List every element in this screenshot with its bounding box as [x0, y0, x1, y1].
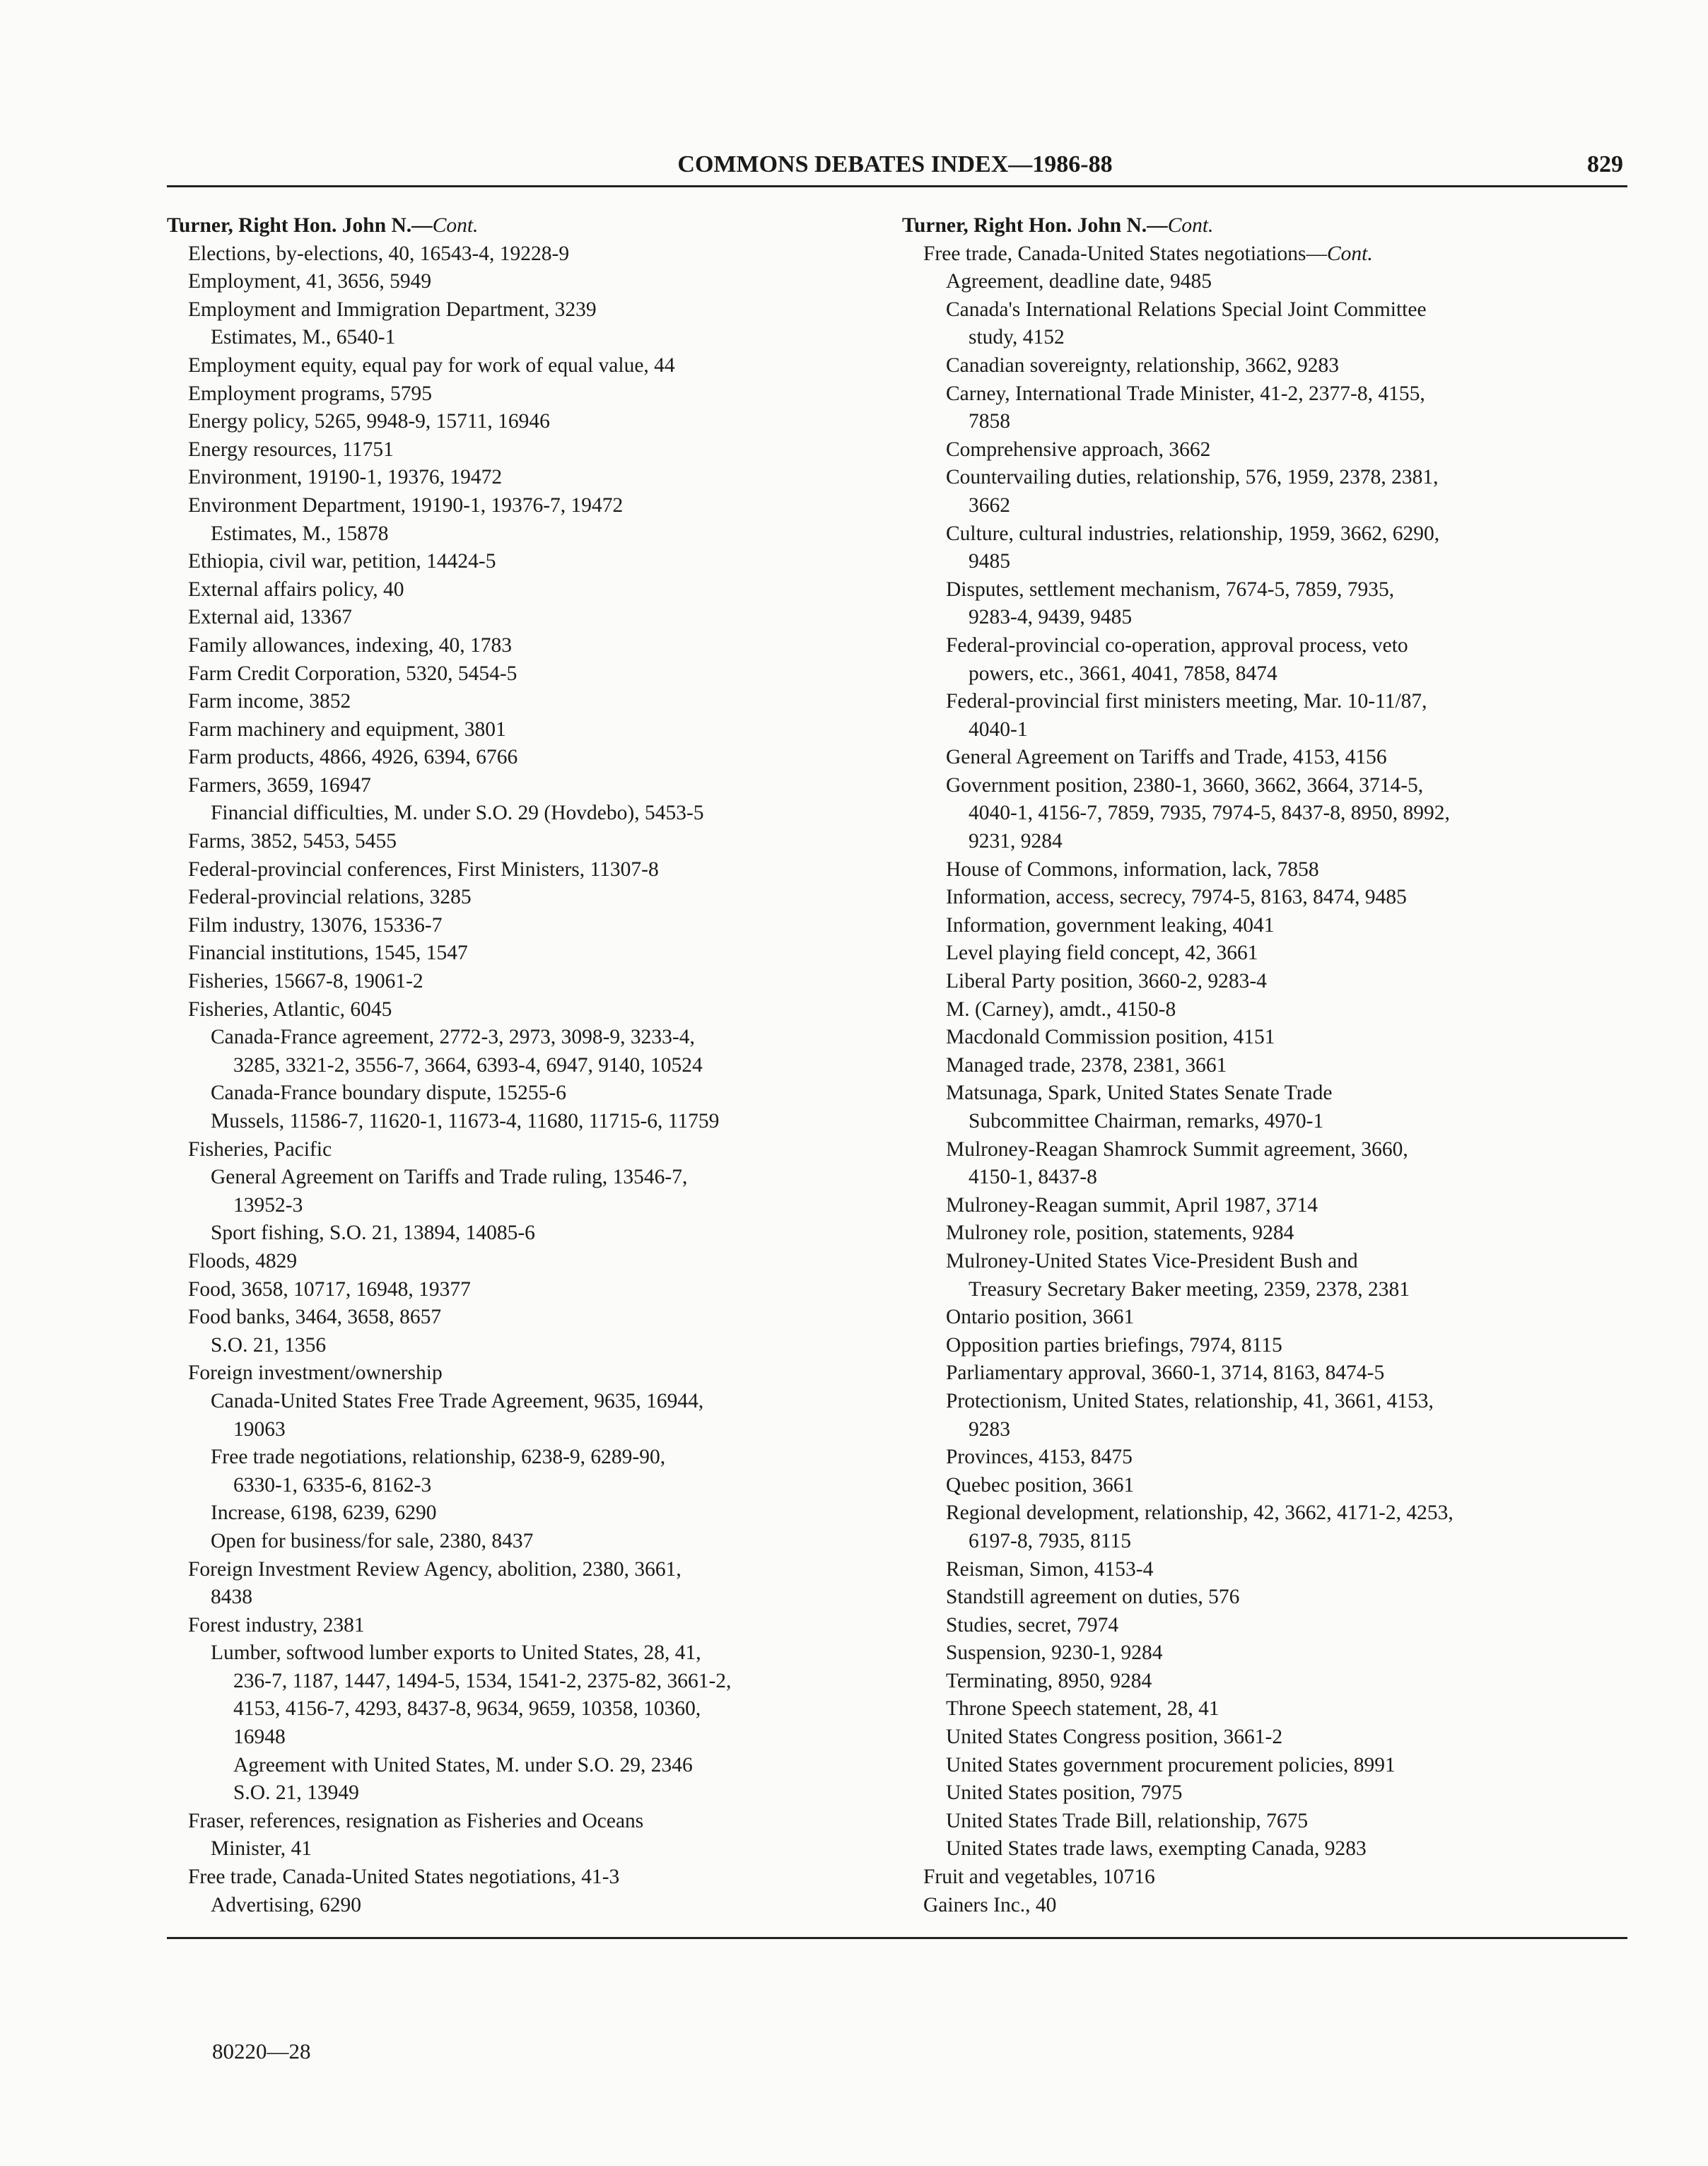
index-entry — [167, 1583, 874, 1612]
index-entry — [902, 1556, 1609, 1584]
entry-text: 3662 — [969, 493, 1010, 517]
index-entry — [167, 1639, 874, 1668]
index-entry — [167, 1556, 874, 1584]
entry-text: 8438 — [211, 1586, 252, 1609]
entry-text: Culture, cultural industries, relationship, 1959, 3662, 6290, — [946, 522, 1440, 545]
index-entry — [167, 968, 874, 996]
entry-text: Liberal Party position, 3660-2, 9283-4 — [946, 970, 1267, 993]
entry-text: Ethiopia, civil war, petition, 14424-5 — [188, 550, 496, 573]
entry-text: Federal-provincial first ministers meeting, Mar. 10-11/87, — [946, 690, 1427, 713]
entry-text: Environment, 19190-1, 19376, 19472 — [188, 466, 503, 489]
index-entry — [167, 492, 874, 520]
entry-text: Throne Speech statement, 28, 41 — [946, 1697, 1219, 1721]
index-entry — [902, 660, 1609, 689]
entry-text: Sport fishing, S.O. 21, 13894, 14085-6 — [211, 1222, 535, 1245]
index-entry — [902, 1219, 1609, 1248]
entry-text: Energy policy, 5265, 9948-9, 15711, 16946 — [188, 410, 550, 433]
index-entry — [902, 1835, 1609, 1863]
entry-text: Employment and Immigration Department, 3239 — [188, 298, 597, 321]
index-entry — [167, 1332, 874, 1360]
entry-text: United States position, 7975 — [946, 1781, 1183, 1805]
index-entry — [902, 1472, 1609, 1500]
index-entry — [167, 1668, 874, 1696]
entry-text: S.O. 21, 1356 — [211, 1333, 327, 1357]
entry-text: Standstill agreement on duties, 576 — [946, 1586, 1240, 1609]
index-entry — [167, 939, 874, 968]
entry-text: Farmers, 3659, 16947 — [188, 773, 371, 797]
index-entry — [902, 912, 1609, 940]
index-entry — [902, 744, 1609, 772]
index-entry — [902, 1639, 1609, 1668]
index-entry — [902, 1024, 1609, 1052]
entry-text: Financial institutions, 1545, 1547 — [188, 942, 468, 965]
footer-rule — [167, 1937, 1627, 1939]
entry-text: 7858 — [969, 410, 1010, 433]
entry-text: 9231, 9284 — [969, 830, 1063, 853]
entry-text: Canada-France agreement, 2772-3, 2973, 3098-9, 3233-4, — [211, 1026, 695, 1049]
index-entry — [902, 604, 1609, 632]
index-entry — [902, 1808, 1609, 1836]
entry-text: Terminating, 8950, 9284 — [946, 1669, 1152, 1692]
index-entry — [902, 1892, 1609, 1920]
index-entry — [167, 548, 874, 576]
entry-text: Lumber, softwood lumber exports to United States, 28, 41, — [211, 1641, 701, 1665]
entry-text: Employment programs, 5795 — [188, 382, 432, 405]
index-entry — [902, 1052, 1609, 1080]
index-entry — [167, 464, 874, 492]
index-entry — [167, 352, 874, 380]
entry-text: Farm income, 3852 — [188, 690, 351, 713]
index-entry — [167, 744, 874, 772]
entry-text: Government position, 2380-1, 3660, 3662, 3664, 3714-5, — [946, 773, 1424, 797]
index-entry — [902, 520, 1609, 549]
entry-text: Suspension, 9230-1, 9284 — [946, 1641, 1163, 1665]
entry-text: Disputes, settlement mechanism, 7674-5, 7859, 7935, — [946, 578, 1395, 601]
index-heading — [902, 212, 1609, 240]
index-entry — [167, 1024, 874, 1052]
index-column-left — [167, 212, 874, 1919]
index-entry — [167, 912, 874, 940]
entry-text: Food, 3658, 10717, 16948, 19377 — [188, 1277, 471, 1301]
index-entry — [167, 604, 874, 632]
index-entry — [167, 1444, 874, 1472]
entry-text: Countervailing duties, relationship, 576, 1959, 2378, 2381, — [946, 466, 1439, 489]
index-entry — [902, 1779, 1609, 1808]
index-entry — [167, 688, 874, 716]
index-entry — [167, 1164, 874, 1192]
entry-text: Farms, 3852, 5453, 5455 — [188, 830, 397, 853]
entry-text: 4040-1 — [969, 718, 1028, 741]
entry-text: Protectionism, United States, relationship, 41, 3661, 4153, — [946, 1389, 1434, 1412]
entry-text: External affairs policy, 40 — [188, 578, 404, 601]
entry-text: 13952-3 — [233, 1193, 303, 1217]
index-entry — [902, 464, 1609, 492]
index-entry — [167, 1192, 874, 1220]
entry-text: 236-7, 1187, 1447, 1494-5, 1534, 1541-2, 2375-82, 3661-2, — [233, 1669, 732, 1692]
index-entry — [902, 1359, 1609, 1388]
index-entry — [902, 1752, 1609, 1780]
entry-text: Mussels, 11586-7, 11620-1, 11673-4, 11680, 11715-6, 11759 — [211, 1110, 720, 1132]
index-entry — [902, 1192, 1609, 1220]
index-entry — [167, 1835, 874, 1863]
index-entry — [167, 1416, 874, 1444]
entry-text: United States Congress position, 3661-2 — [946, 1726, 1283, 1749]
index-entry — [902, 884, 1609, 912]
index-entry — [902, 632, 1609, 660]
index-entry — [902, 1079, 1609, 1108]
index-entry — [167, 1863, 874, 1892]
index-entry — [167, 324, 874, 352]
entry-text: United States government procurement policies, 8991 — [946, 1753, 1396, 1776]
entry-text: Quebec position, 3661 — [946, 1473, 1135, 1497]
index-entry — [902, 1863, 1609, 1892]
index-entry — [167, 1219, 874, 1248]
entry-text: Studies, secret, 7974 — [946, 1613, 1119, 1637]
index-entry — [167, 380, 874, 409]
index-entry — [167, 772, 874, 800]
entry-text: 6197-8, 7935, 8115 — [969, 1529, 1131, 1552]
entry-text: 9485 — [969, 550, 1010, 573]
entry-text: Fisheries, Atlantic, 6045 — [188, 997, 392, 1021]
entry-text: Mulroney-Reagan Shamrock Summit agreement, 3660, — [946, 1137, 1408, 1161]
index-entry — [902, 296, 1609, 324]
index-entry — [167, 1779, 874, 1808]
index-entry — [902, 408, 1609, 436]
continued-label: Cont. — [1167, 214, 1214, 237]
index-entry — [902, 436, 1609, 464]
index-entry — [167, 828, 874, 856]
entry-text: Employment, 41, 3656, 5949 — [188, 270, 432, 293]
entry-text: Forest industry, 2381 — [188, 1613, 365, 1637]
index-entry — [902, 1695, 1609, 1723]
entry-text: 16948 — [233, 1726, 286, 1749]
entry-text: Farm products, 4866, 4926, 6394, 6766 — [188, 746, 518, 769]
entry-text: Floods, 4829 — [188, 1249, 298, 1272]
index-column-right — [902, 212, 1609, 1919]
index-entry — [167, 520, 874, 549]
entry-text: Information, government leaking, 4041 — [946, 913, 1275, 937]
index-entry — [902, 1612, 1609, 1640]
entry-text: Parliamentary approval, 3660-1, 3714, 8163, 8474-5 — [946, 1362, 1385, 1385]
entry-text: External aid, 13367 — [188, 606, 352, 629]
index-entry — [902, 716, 1609, 744]
index-entry — [167, 1892, 874, 1920]
entry-text: Macdonald Commission position, 4151 — [946, 1026, 1275, 1049]
index-entry — [902, 1108, 1609, 1136]
index-entry — [167, 660, 874, 689]
index-entry — [902, 1668, 1609, 1696]
index-entry — [902, 380, 1609, 409]
entry-text: Estimates, M., 6540-1 — [211, 326, 396, 349]
entry-text: United States Trade Bill, relationship, 7675 — [946, 1809, 1309, 1832]
index-entry — [167, 576, 874, 604]
entry-text: Canada's International Relations Special Joint Committee — [946, 298, 1427, 321]
index-entry — [902, 548, 1609, 576]
entry-text: Fruit and vegetables, 10716 — [923, 1866, 1155, 1889]
index-entry — [167, 884, 874, 912]
entry-text: Carney, International Trade Minister, 41-2, 2377-8, 4155, — [946, 382, 1425, 405]
index-entry — [167, 1808, 874, 1836]
index-entry — [167, 1276, 874, 1304]
entry-text: Free trade, Canada-United States negotiations, 41-3 — [188, 1866, 620, 1889]
entry-text: Mulroney-United States Vice-President Bush and — [946, 1249, 1358, 1272]
entry-text: Federal-provincial conferences, First Ministers, 11307-8 — [188, 857, 659, 881]
entry-text: Minister, 41 — [211, 1837, 312, 1861]
index-entry — [902, 324, 1609, 352]
page-header — [167, 144, 1623, 187]
index-entry — [167, 1359, 874, 1388]
index-entry — [902, 1164, 1609, 1192]
index-entry — [902, 772, 1609, 800]
index-entry — [167, 1388, 874, 1416]
page-title: COMMONS DEBATES INDEX—1986-88 — [677, 151, 1113, 177]
index-entry — [167, 1752, 874, 1780]
entry-text: Federal-provincial relations, 3285 — [188, 886, 472, 909]
entry-text: Managed trade, 2378, 2381, 3661 — [946, 1053, 1227, 1077]
index-entry — [167, 800, 874, 828]
entry-text: Financial difficulties, M. under S.O. 29 (Hovdebo), 5453-5 — [211, 802, 704, 825]
entry-text: Increase, 6198, 6239, 6290 — [211, 1501, 437, 1525]
entry-text: 4153, 4156-7, 4293, 8437-8, 9634, 9659, 10358, 10360, — [233, 1697, 701, 1721]
entry-text: House of Commons, information, lack, 7858 — [946, 857, 1319, 881]
entry-text: Agreement, deadline date, 9485 — [946, 270, 1212, 293]
index-entry — [902, 968, 1609, 996]
index-entry — [902, 268, 1609, 296]
index-entry — [902, 1136, 1609, 1164]
entry-text: Food banks, 3464, 3658, 8657 — [188, 1306, 442, 1329]
entry-text: Canadian sovereignty, relationship, 3662, 9283 — [946, 353, 1340, 377]
entry-text: Comprehensive approach, 3662 — [946, 438, 1211, 461]
index-entry — [902, 240, 1609, 269]
entry-text: 4040-1, 4156-7, 7859, 7935, 7974-5, 8437-8, 8950, 8992, — [969, 802, 1450, 825]
entry-text: Farm Credit Corporation, 5320, 5454-5 — [188, 662, 517, 685]
index-entry — [902, 1332, 1609, 1360]
index-entry — [902, 1528, 1609, 1556]
index-entry — [902, 939, 1609, 968]
index-entry — [167, 296, 874, 324]
index-entry — [167, 1695, 874, 1723]
continued-label: Cont. — [432, 214, 479, 237]
index-entry — [902, 828, 1609, 856]
index-entry — [167, 1052, 874, 1080]
entry-text: General Agreement on Tariffs and Trade, 4153, 4156 — [946, 746, 1387, 769]
heading-name: Turner, Right Hon. John N.— — [902, 214, 1168, 237]
index-entry — [167, 408, 874, 436]
entry-text: Canada-United States Free Trade Agreement, 9635, 16944, — [211, 1389, 704, 1412]
index-entry — [167, 1499, 874, 1528]
entry-text: Federal-provincial co-operation, approval process, veto — [946, 633, 1408, 657]
index-entry — [902, 1304, 1609, 1332]
entry-text: Fraser, references, resignation as Fisheries and Oceans — [188, 1809, 644, 1832]
index-entry — [167, 1528, 874, 1556]
entry-text: Provinces, 4153, 8475 — [946, 1446, 1133, 1469]
entry-text: 9283-4, 9439, 9485 — [969, 606, 1133, 629]
index-heading — [167, 212, 874, 240]
entry-text: Reisman, Simon, 4153-4 — [946, 1557, 1154, 1581]
entry-text: Gainers Inc., 40 — [923, 1893, 1057, 1916]
index-entry — [902, 1388, 1609, 1416]
entry-text: Estimates, M., 15878 — [211, 522, 389, 545]
entry-text: Treasury Secretary Baker meeting, 2359, 2378, 2381 — [969, 1277, 1410, 1301]
index-entry — [902, 688, 1609, 716]
index-entry — [902, 800, 1609, 828]
entry-text: Film industry, 13076, 15336-7 — [188, 913, 443, 937]
entry-text: Mulroney-Reagan summit, April 1987, 3714 — [946, 1193, 1318, 1217]
entry-text: Environment Department, 19190-1, 19376-7, 19472 — [188, 493, 624, 517]
entry-text: Energy resources, 11751 — [188, 438, 394, 461]
entry-text: Opposition parties briefings, 7974, 8115 — [946, 1333, 1282, 1357]
index-entry — [167, 436, 874, 464]
entry-text: Foreign Investment Review Agency, abolition, 2380, 3661, — [188, 1557, 682, 1581]
heading-name: Turner, Right Hon. John N.— — [167, 214, 433, 237]
index-entry — [902, 1723, 1609, 1752]
entry-text: Mulroney role, position, statements, 9284 — [946, 1222, 1294, 1245]
entry-text: S.O. 21, 13949 — [233, 1781, 359, 1805]
entry-text: United States trade laws, exempting Canada, 9283 — [946, 1837, 1367, 1861]
entry-text: 9283 — [969, 1417, 1010, 1441]
index-entry — [902, 1248, 1609, 1276]
entry-text: Canada-France boundary dispute, 15255-6 — [211, 1082, 566, 1105]
entry-text: Free trade, Canada-United States negotiations— — [923, 242, 1327, 265]
footer-code: 80220—28 — [212, 2039, 311, 2063]
index-entry — [167, 1472, 874, 1500]
entry-text: 4150-1, 8437-8 — [969, 1166, 1097, 1189]
entry-text: Farm machinery and equipment, 3801 — [188, 718, 506, 741]
index-entry — [902, 996, 1609, 1024]
continued-label: Cont. — [1327, 242, 1373, 265]
index-entry — [902, 1276, 1609, 1304]
entry-text: Foreign investment/ownership — [188, 1362, 443, 1385]
entry-text: Matsunaga, Spark, United States Senate Trade — [946, 1082, 1333, 1105]
entry-text: Fisheries, 15667-8, 19061-2 — [188, 970, 423, 993]
entry-text: Agreement with United States, M. under S.O. 29, 2346 — [233, 1753, 693, 1776]
index-entry — [167, 1612, 874, 1640]
entry-text: Level playing field concept, 42, 3661 — [946, 942, 1258, 965]
page-number: 829 — [1587, 151, 1623, 177]
index-entry — [167, 1079, 874, 1108]
entry-text: Information, access, secrecy, 7974-5, 8163, 8474, 9485 — [946, 886, 1407, 909]
index-entry — [902, 576, 1609, 604]
entry-text: Ontario position, 3661 — [946, 1306, 1135, 1329]
entry-text: Regional development, relationship, 42, 3662, 4171-2, 4253, — [946, 1501, 1453, 1525]
index-entry — [167, 1304, 874, 1332]
index-entry — [167, 632, 874, 660]
entry-text: Subcommittee Chairman, remarks, 4970-1 — [969, 1110, 1324, 1132]
entry-text: Elections, by-elections, 40, 16543-4, 19228-9 — [188, 242, 570, 265]
index-entry — [167, 996, 874, 1024]
entry-text: 19063 — [233, 1417, 286, 1441]
entry-text: Free trade negotiations, relationship, 6238-9, 6289-90, — [211, 1446, 666, 1469]
index-entry — [167, 716, 874, 744]
entry-text: 3285, 3321-2, 3556-7, 3664, 6393-4, 6947, 9140, 10524 — [233, 1053, 703, 1077]
index-entry — [167, 1723, 874, 1752]
index-entry — [902, 856, 1609, 884]
index-entry — [167, 240, 874, 269]
entry-text: Employment equity, equal pay for work of equal value, 44 — [188, 353, 675, 377]
index-entry — [902, 1444, 1609, 1472]
index-entry — [167, 1248, 874, 1276]
index-entry — [902, 492, 1609, 520]
index-entry — [167, 1136, 874, 1164]
entry-text: General Agreement on Tariffs and Trade ruling, 13546-7, — [211, 1166, 688, 1189]
entry-text: Family allowances, indexing, 40, 1783 — [188, 633, 512, 657]
entry-text: study, 4152 — [969, 326, 1065, 349]
header-rule — [167, 185, 1627, 187]
entry-text: Fisheries, Pacific — [188, 1137, 332, 1161]
index-entry — [167, 856, 874, 884]
index-entry — [902, 1499, 1609, 1528]
entry-text: powers, etc., 3661, 4041, 7858, 8474 — [969, 662, 1277, 685]
entry-text: Advertising, 6290 — [211, 1893, 362, 1916]
index-entry — [902, 1583, 1609, 1612]
index-entry — [167, 268, 874, 296]
entry-text: 6330-1, 6335-6, 8162-3 — [233, 1473, 432, 1497]
entry-text: Open for business/for sale, 2380, 8437 — [211, 1529, 534, 1552]
entry-text: M. (Carney), amdt., 4150-8 — [946, 997, 1176, 1021]
index-entry — [902, 352, 1609, 380]
index-entry — [167, 1108, 874, 1136]
index-entry — [902, 1416, 1609, 1444]
